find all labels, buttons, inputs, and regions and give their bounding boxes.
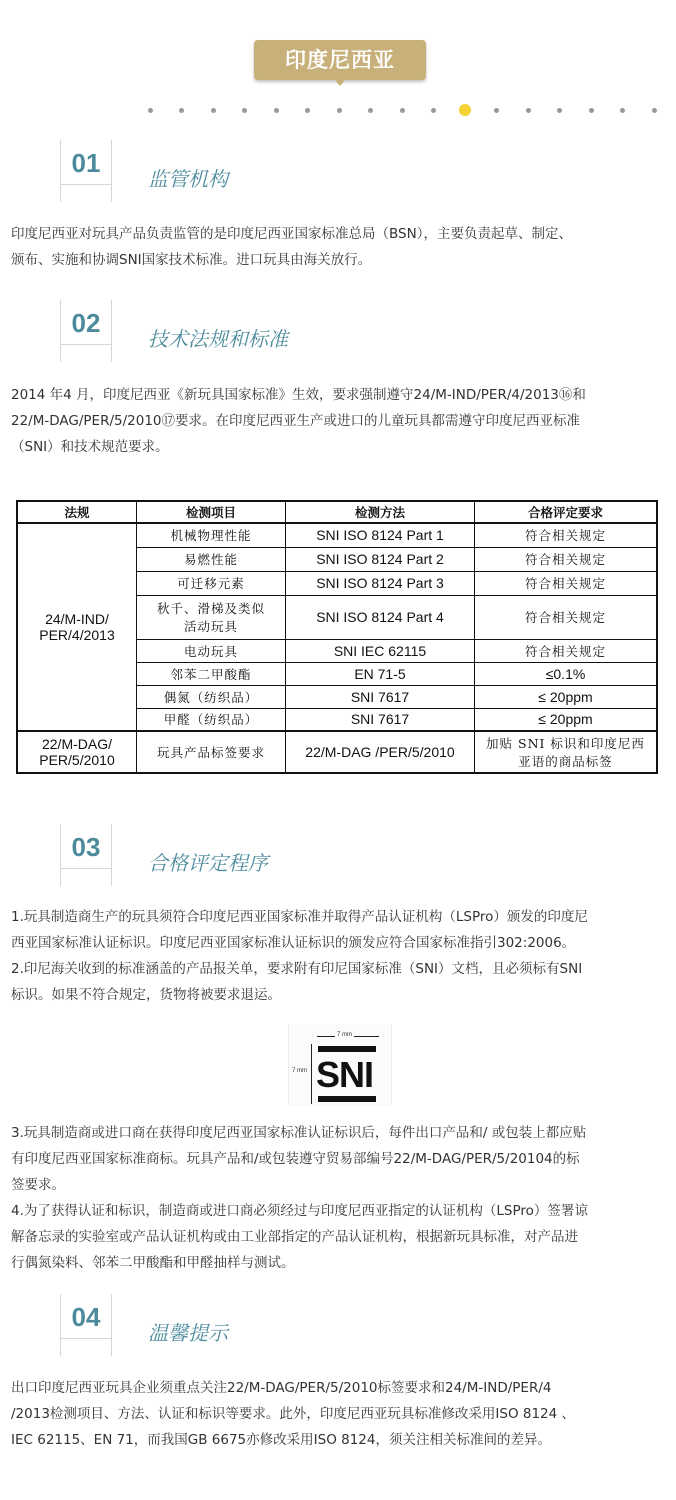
divider <box>61 868 111 869</box>
dot <box>305 108 310 113</box>
requirement: ≤ 20ppm <box>475 708 658 731</box>
dot <box>179 108 184 113</box>
dot <box>431 108 436 113</box>
section-number-box <box>60 140 112 202</box>
requirement: ≤ 20ppm <box>475 685 658 708</box>
section-03-body-a <box>11 904 667 1008</box>
divider <box>61 1338 111 1339</box>
dimension-line <box>311 1044 312 1104</box>
section-03-header <box>60 824 460 886</box>
divider <box>61 184 111 185</box>
test-item: 邻苯二甲酸酯 <box>137 662 286 685</box>
test-method: SNI ISO 8124 Part 2 <box>286 547 475 571</box>
text-line: 2014 年4 月，印度尼西亚《新玩具国家标准》生效，要求强制遵守24/M-IND/PER/4/2013⑯和 <box>11 387 586 403</box>
text-line: /2013检测项目、方法、认证和标识等要求。此外，印度尼西亚玩具标准修改采用ISO 8124 、 <box>11 1406 576 1422</box>
test-method: SNI ISO 8124 Part 1 <box>286 523 475 547</box>
test-method: SNI 7617 <box>286 685 475 708</box>
regulation-line: PER/5/2010 <box>39 752 115 768</box>
text-line: 3.玩具制造商或进口商在获得印度尼西亚国家标准认证标识后，每件出口产品和/ 或包装上都应贴 <box>11 1125 587 1141</box>
dot <box>368 108 373 113</box>
dot <box>400 108 405 113</box>
text-line: 颁布、实施和协调SNI国家技术标准。进口玩具由海关放行。 <box>11 252 372 268</box>
test-method: SNI ISO 8124 Part 3 <box>286 571 475 595</box>
text-line: 2.印尼海关收到的标准涵盖的产品报关单，要求附有印尼国家标准（SNI）文档，且必须标有SNI <box>11 961 583 977</box>
text-line: 印度尼西亚对玩具产品负责监管的是印度尼西亚国家标准总局（BSN），主要负责起草、制定、 <box>11 226 572 242</box>
pagination-dots <box>140 104 670 118</box>
text-line: 签要求。 <box>11 1177 65 1193</box>
section-title: 监管机构 <box>148 167 228 191</box>
test-item <box>137 595 286 639</box>
section-number: 01 <box>71 148 101 178</box>
sni-top-bar <box>318 1046 376 1052</box>
text-line: 解备忘录的实验室或产品认证机构或由工业部指定的产品认证机构，根据新玩具标准，对产品进 <box>11 1229 578 1245</box>
active-dot <box>459 104 471 116</box>
text-line: 标识。如果不符合规定，货物将被要求退运。 <box>11 987 281 1003</box>
requirement: 符合相关规定 <box>475 523 658 547</box>
requirement-line: 亚语的商品标签 <box>518 754 613 769</box>
text-line: 22/M-DAG/PER/5/2010⑰要求。在印度尼西亚生产或进口的儿童玩具都需遵守印度尼西亚标准 <box>11 413 581 429</box>
divider <box>61 344 111 345</box>
standards-table <box>16 500 658 774</box>
table-header: 合格评定要求 <box>475 501 658 523</box>
table-header: 法规 <box>17 501 137 523</box>
dimension-label: 7 mm <box>292 1068 307 1074</box>
table-row <box>17 731 657 773</box>
table-header: 检测项目 <box>137 501 286 523</box>
dot <box>242 108 247 113</box>
test-item: 机械物理性能 <box>137 523 286 547</box>
section-title: 温馨提示 <box>148 1321 228 1345</box>
section-title: 技术法规和标准 <box>148 327 288 351</box>
section-04-body <box>11 1375 667 1453</box>
section-02-body <box>11 382 667 460</box>
text-line: 行偶氮染料、邻苯二甲酸酯和甲醛抽样与测试。 <box>11 1255 295 1271</box>
requirement: 符合相关规定 <box>475 547 658 571</box>
section-number: 02 <box>71 308 101 338</box>
test-item: 偶氮（纺织品） <box>137 685 286 708</box>
text-line: 4.为了获得认证和标识，制造商或进口商必须经过与印度尼西亚指定的认证机构（LSPro）签署谅 <box>11 1203 588 1219</box>
section-number-box <box>60 824 112 886</box>
test-item: 玩具产品标签要求 <box>137 731 286 773</box>
sni-logo-text: SNI <box>316 1054 374 1095</box>
page-banner <box>254 40 426 80</box>
section-03-body-b <box>11 1120 667 1276</box>
dimension-label: 7 mm <box>337 1032 352 1038</box>
section-number-box <box>60 300 112 362</box>
test-method: SNI 7617 <box>286 708 475 731</box>
section-number: 04 <box>71 1302 101 1332</box>
section-04-header <box>60 1294 460 1356</box>
regulation-line: PER/4/2013 <box>39 627 115 643</box>
dot <box>337 108 342 113</box>
table-header: 检测方法 <box>286 501 475 523</box>
section-title: 合格评定程序 <box>148 851 268 875</box>
dot <box>274 108 279 113</box>
dot <box>526 108 531 113</box>
text-line: 有印度尼西亚国家标准商标。玩具产品和/或包装遵守贸易部编号22/M-DAG/PER/5/20104的标 <box>11 1151 580 1167</box>
dot <box>652 108 657 113</box>
test-item: 甲醛（纺织品） <box>137 708 286 731</box>
text-line: 1.玩具制造商生产的玩具须符合印度尼西亚国家标准并取得产品认证机构（LSPro）颁发的印度尼 <box>11 909 588 925</box>
table-row <box>17 523 657 547</box>
test-item: 电动玩具 <box>137 639 286 662</box>
dot <box>557 108 562 113</box>
requirement: ≤0.1% <box>475 662 658 685</box>
text-line: （SNI）和技术规范要求。 <box>11 439 169 455</box>
test-item-line: 活动玩具 <box>183 619 238 634</box>
dot <box>148 108 153 113</box>
requirement: 符合相关规定 <box>475 639 658 662</box>
regulation-line: 22/M-DAG/ <box>41 736 112 752</box>
dot <box>211 108 216 113</box>
text-line: 西亚国家标准认证标识。印度尼西亚国家标准认证标识的颁发应符合国家标准指引302:2006。 <box>11 935 576 951</box>
sni-bottom-bar <box>318 1096 376 1102</box>
banner-title: 印度尼西亚 <box>285 48 395 72</box>
regulation-cell <box>17 731 137 773</box>
section-02-header <box>60 300 460 362</box>
requirement <box>475 731 658 773</box>
section-01-body <box>11 221 667 273</box>
text-line: IEC 62115、EN 71，而我国GB 6675亦修改采用ISO 8124，须关注相关标准间的差异。 <box>11 1432 551 1448</box>
text-line: 出口印度尼西亚玩具企业须重点关注22/M-DAG/PER/5/2010标签要求和24/M-IND/PER/4 <box>11 1380 552 1396</box>
test-method: EN 71-5 <box>286 662 475 685</box>
test-method: SNI IEC 62115 <box>286 639 475 662</box>
test-item: 易燃性能 <box>137 547 286 571</box>
table-header-row <box>17 501 657 523</box>
test-item-line: 秋千、滑梯及类似 <box>156 601 265 616</box>
banner-pointer <box>334 79 346 86</box>
section-number: 03 <box>71 832 101 862</box>
regulation-line: 24/M-IND/ <box>45 611 109 627</box>
requirement-line: 加贴 SNI 标识和印度尼西 <box>486 736 645 751</box>
section-number-box <box>60 1294 112 1356</box>
requirement: 符合相关规定 <box>475 595 658 639</box>
section-01-header <box>60 140 460 202</box>
requirement: 符合相关规定 <box>475 571 658 595</box>
dot <box>620 108 625 113</box>
dot <box>589 108 594 113</box>
test-item: 可迁移元素 <box>137 571 286 595</box>
test-method: 22/M-DAG /PER/5/2010 <box>286 731 475 773</box>
test-method: SNI ISO 8124 Part 4 <box>286 595 475 639</box>
regulation-cell <box>17 523 137 731</box>
dot <box>494 108 499 113</box>
sni-mark-image <box>288 1024 392 1106</box>
